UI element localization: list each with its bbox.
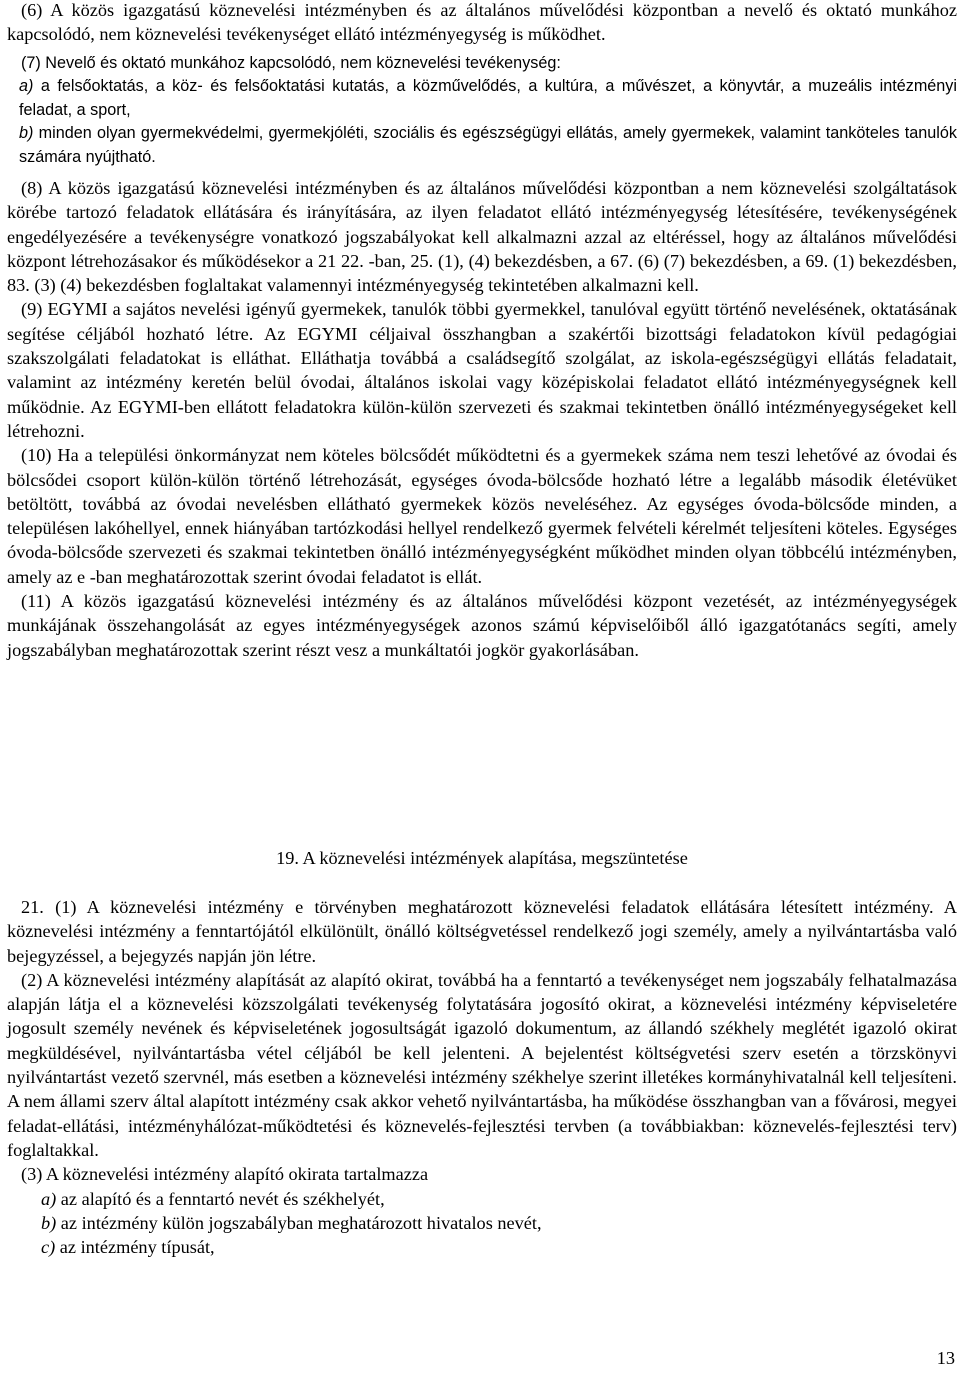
list-item-a [7, 75, 957, 122]
paragraph-8: (8) A közös igazgatású köznevelési intézményben és az általános művelődési központban a nem köznevelési szolgáltatások körébe tartozó feladatok ellátására és irányítására, az ilyen feladatot ellátó intézményegység létesítésére, tevékenységének engedélyezésére a tevékenységre vonatkozó jogszabályokat kell alkalmazni azzal az eltéréssel, hogy az általános művelődési központ létrehozásakor és működésekor a 21 22. -ban, 25. (1), (4) bekezdésben, a 67. (6) (7) bekezdésben, a 69. (1) bekezdésben, 83. (3) (4) bekezdésben foglaltakat valamennyi intézményegység tekintetében alkalmazni kell. [7, 178, 957, 296]
content-list-text-b: az intézmény külön jogszabályban meghatározott hivatalos nevét, [56, 1212, 542, 1233]
paragraph-block-6 [7, 0, 957, 47]
paragraph-block-8-11 [7, 176, 957, 662]
list-text-a: a felsőoktatás, a köz- és felsőoktatási kutatás, a közművelődés, a kultúra, a művészet, a könyvtár, a muzeális intézményi feladat, a sport, [19, 77, 957, 119]
paragraph-6: (6) A közös igazgatású köznevelési intézményben és az általános művelődési központban a nevelő és oktató munkához kapcsolódó, nem köznevelési tevékenységet ellátó intézményegység is működhet. [7, 0, 957, 45]
list-item-b [7, 122, 957, 169]
content-list-item-c [7, 1235, 957, 1259]
paragraph-block-7 [7, 52, 957, 169]
paragraph-9: (9) EGYMI a sajátos nevelési igényű gyermekek, tanulók többi gyermekkel, tanulóval együtt történő nevelésének, oktatásának segítése céljából hozható létre. Az EGYMI céljaival összhangban a szakértői bizottsági feladatokon kívül pedagógiai szakszolgálati feladatokat is elláthat. Elláthatja továbbá a családsegítő szolgálat, az iskola-egészségügyi ellátás feladatait, valamint az intézmény keretén belül óvodai, általános iskolai vagy középiskolai feladatot ellátó intézményegységnek kell működnie. Az EGYMI-ben ellátott feladatokra külön-külön szervezeti és szakmai tekintetben önálló intézményegységeket kell létrehozni. [7, 299, 957, 441]
paragraph-7: (7) Nevelő és oktató munkához kapcsolódó, nem köznevelési tevékenység: [21, 54, 561, 72]
section-21-paragraph-2: (2) A köznevelési intézmény alapítását az alapító okirat, továbbá ha a fenntartó a tevékenységet nem jogszabály felhatalmazása alapján látja el a köznevelési közszolgálati tevékenység folytatására jogosító okirat, a köznevelési intézmény képviseletére jogosult személy nevének és képviseletének jogosultságát igazoló dokumentum, az állandó székhely meglétét igazoló okirat megküldésével, nyilvántartásba vétel céljából be kell jelenteni. A bejelentést költségvetési szerv esetén a törzskönyvi nyilvántartást vezető szervnél, más esetben a köznevelési intézmény székhelye szerint illetékes kormányhivatalnál kell teljesíteni. A nem állami szerv által alapított intézmény csak akkor vehető nyilvántartásba, ha működése összhangban van a fővárosi, megyei feladat-ellátási, intézményhálózat-működtetési és köznevelés-fejlesztési tervben (a továbbiakban: köznevelés-fejlesztési terv) foglaltakkal. [7, 969, 957, 1160]
section-21-paragraph-1: 21. (1) A köznevelési intézmény e törvényben meghatározott köznevelési feladatok ellátására létesített intézmény. A köznevelési intézmény a fenntartójától elkülönült, önálló költségvetéssel rendelkező jogi személy, amely a nyilvántartásba való bejegyzéssel, a bejegyzés napján jön létre. [7, 897, 957, 966]
section-title: 19. A köznevelési intézmények alapítása, megszüntetése [276, 848, 688, 868]
section-21-paragraph-3: (3) A köznevelési intézmény alapító okirata tartalmazza [21, 1164, 429, 1185]
content-list-marker-b: b) [41, 1212, 57, 1233]
page-number: 13 [936, 1348, 955, 1368]
section-21-block [7, 895, 957, 1259]
content-list-item-a [7, 1187, 957, 1211]
content-list-text-a: az alapító és a fenntartó nevét és székhelyét, [56, 1188, 385, 1209]
content-list-item-b [7, 1211, 957, 1235]
list-marker-a: a) [19, 77, 34, 96]
content-list-marker-c: c) [41, 1237, 56, 1258]
paragraph-10: (10) Ha a települési önkormányzat nem köteles bölcsődét működtetni és a gyermekek száma nem teszi lehetővé az óvodai és bölcsődei csoport külön-külön történő létrehozását, egységes óvoda-bölcsőde hozható létre a legalább második életévüket betöltött, továbbá az óvodai nevelésben ellátható gyermekek közös neveléséhez. Az egységes óvoda-bölcsőde minden, a településen lakóhellyel, ennek hiányában tartózkodási hellyel rendelkező gyermek felvételi kérelmét teljesíteni köteles. Egységes óvoda-bölcsőde szervezeti és szakmai tekintetben önálló intézményegységként működhet minden olyan többcélú intézményben, amely az e -ban meghatározottak szerint óvodai feladatot is ellát. [7, 445, 957, 587]
list-text-b: minden olyan gyermekvédelmi, gyermekjóléti, szociális és egészségügyi ellátás, amely gyermekek, valamint tanköteles tanulók számára nyújtható. [19, 124, 957, 166]
list-marker-b: b) [19, 124, 34, 143]
paragraph-11: (11) A közös igazgatású köznevelési intézmény és az általános művelődési központ vezetését, az intézményegységek munkájának összehangolását az egyes intézményegységek azonos számú képviselőiből álló igazgatótanács segíti, amely jogszabályban meghatározottak szerint részt vesz a munkáltatói jogkör gyakorlásában. [7, 591, 957, 660]
content-list-marker-a: a) [41, 1188, 57, 1209]
content-list-text-c: az intézmény típusát, [55, 1237, 215, 1258]
